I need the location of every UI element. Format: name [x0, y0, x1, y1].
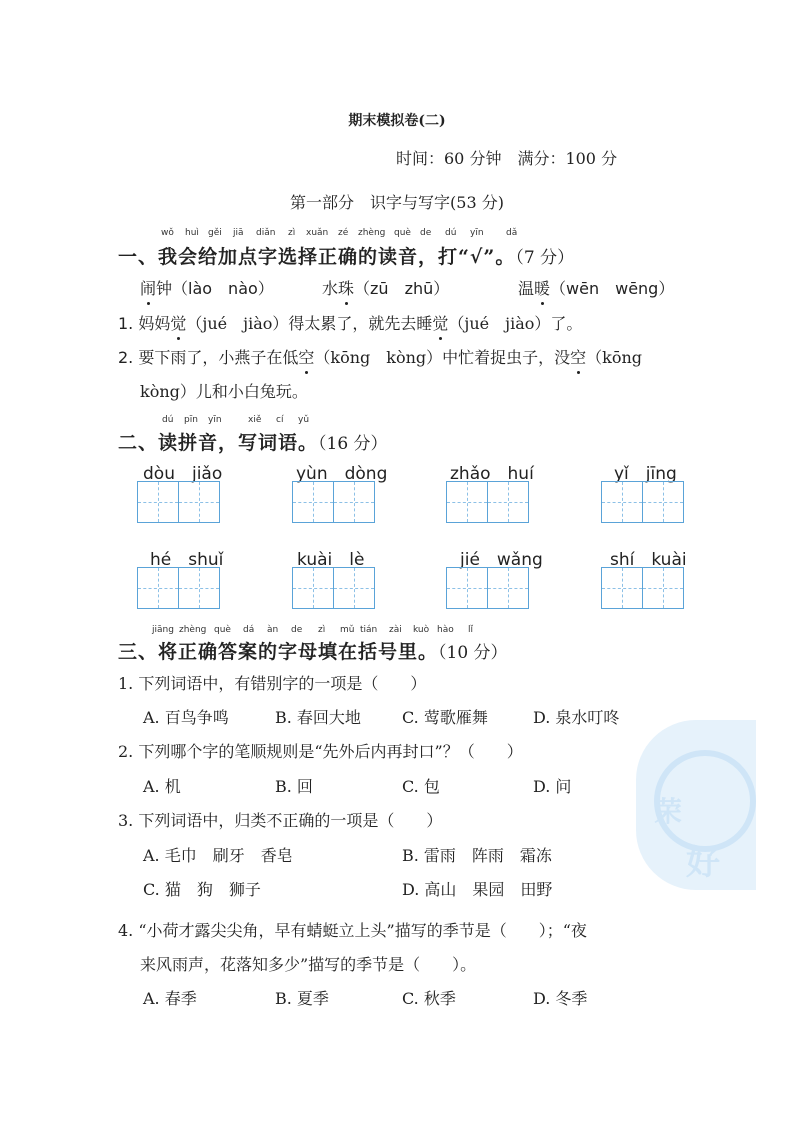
pinyin: kuò: [413, 625, 430, 635]
pinyin: de: [420, 228, 432, 238]
option-b[interactable]: B. 夏季: [275, 989, 329, 1008]
section-3-heading: [118, 637, 508, 664]
q-text: （jué jiào）得太累了，就先去睡: [186, 314, 433, 333]
q-text: 要下雨了，小燕子在低: [138, 348, 299, 367]
option-b[interactable]: B. 雷雨 阵雨 霜冻: [402, 846, 552, 865]
dotted-char: 闹: [140, 276, 156, 299]
s1-question-2: [118, 345, 642, 368]
pinyin: zài: [389, 625, 402, 635]
pinyin: què: [394, 228, 411, 238]
watermark-char-1: 荣: [654, 795, 683, 828]
watermark-char-2: 好: [686, 843, 720, 883]
option-d[interactable]: D. 问: [533, 777, 572, 796]
q-text: （kōng: [586, 348, 643, 367]
pinyin: xuǎn: [306, 228, 329, 238]
writing-grid[interactable]: [137, 567, 219, 609]
pinyin: yīn: [470, 228, 484, 238]
pinyin: hào: [437, 625, 454, 635]
watermark-logo: [636, 720, 756, 890]
s1-row1-b-pre: 水: [322, 279, 339, 298]
option-d[interactable]: D. 泉水叮咚: [533, 708, 620, 727]
writing-grid[interactable]: [601, 481, 683, 523]
q-text: （jué jiào）了。: [448, 314, 583, 333]
option-b[interactable]: B. 春回大地: [275, 708, 361, 727]
section-3-title: 三、将正确答案的字母填在括号里。: [118, 641, 439, 663]
pinyin-word: jié wǎng: [460, 550, 543, 570]
pinyin: zhèng: [358, 228, 386, 238]
pinyin: lǐ: [468, 625, 474, 635]
section-1-title: 一、我会给加点字选择正确的读音，打“√”。: [118, 246, 516, 268]
section-2-heading: [118, 428, 388, 455]
pinyin: zé: [338, 228, 349, 238]
pinyin: què: [214, 625, 231, 635]
writing-grid[interactable]: [446, 481, 528, 523]
pinyin: mǔ: [340, 625, 355, 635]
option-a[interactable]: A. 春季: [143, 989, 197, 1008]
s1-row1-b-text: （zū zhū）: [354, 279, 450, 298]
pinyin: de: [291, 625, 303, 635]
pinyin: jiā: [233, 228, 244, 238]
s3-question-2: 2. 下列哪个字的笔顺规则是“先外后内再封口”？（ ）: [118, 742, 523, 761]
option-c[interactable]: C. 莺歌雁舞: [402, 708, 488, 727]
pinyin: jiāng: [152, 625, 174, 635]
pinyin: dǎ: [506, 228, 518, 238]
dotted-char: 珠: [338, 276, 354, 299]
option-c[interactable]: C. 包: [402, 777, 440, 796]
exam-title: 期末模拟卷(二): [348, 113, 446, 129]
pinyin: dú: [445, 228, 457, 238]
option-a[interactable]: A. 毛巾 刷牙 香皂: [143, 846, 293, 865]
option-a[interactable]: A. 百鸟争鸣: [143, 708, 229, 727]
exam-meta: 时间：60 分钟 满分：100 分: [396, 149, 618, 168]
pinyin: tián: [360, 625, 378, 635]
pinyin: yǔ: [298, 415, 310, 425]
dotted-char: 暖: [534, 276, 550, 299]
s3-question-1: 1. 下列词语中，有错别字的一项是（ ）: [118, 674, 427, 693]
q-num: 1.: [118, 314, 134, 333]
writing-grid[interactable]: [137, 481, 219, 523]
s1-question-1: [118, 311, 582, 334]
pinyin: huì: [185, 228, 199, 238]
dotted-char: 觉: [170, 311, 186, 334]
dotted-char: 空: [570, 345, 586, 368]
q-text: 妈妈: [138, 314, 171, 333]
pinyin-word: shí kuài: [610, 550, 687, 570]
option-a[interactable]: A. 机: [143, 777, 181, 796]
pinyin: diǎn: [256, 228, 276, 238]
pinyin-word: yùn dòng: [296, 464, 388, 484]
s1-row1-c: [518, 276, 674, 299]
option-c[interactable]: C. 猫 狗 狮子: [143, 880, 261, 899]
pinyin: xiě: [248, 415, 262, 425]
section-2-title: 二、读拼音，写词语。: [118, 432, 319, 454]
section-3-score: （10 分）: [438, 643, 508, 663]
pinyin-word: yǐ jīng: [614, 464, 677, 484]
s1-question-2-cont: kòng）儿和小白兔玩。: [140, 382, 308, 401]
pinyin: zì: [288, 228, 296, 238]
section-1-score: （7 分）: [515, 248, 575, 268]
pinyin: dá: [243, 625, 255, 635]
s1-row1-b: [322, 276, 449, 299]
part-heading: 第一部分 识字与写字(53 分): [290, 193, 504, 212]
pinyin-word: hé shuǐ: [150, 550, 224, 570]
dotted-char: 觉: [432, 311, 448, 334]
q-num: 2.: [118, 348, 134, 367]
pinyin: yīn: [208, 415, 222, 425]
s1-row1-a: [140, 276, 274, 299]
pinyin: zì: [318, 625, 326, 635]
pinyin: àn: [267, 625, 279, 635]
pinyin: pīn: [184, 415, 198, 425]
s1-row1-a-text: 钟（lào nào）: [156, 279, 274, 298]
option-b[interactable]: B. 回: [275, 777, 313, 796]
pinyin: gěi: [208, 228, 222, 238]
option-d[interactable]: D. 高山 果园 田野: [402, 880, 553, 899]
s3-question-4: 4. “小荷才露尖尖角，早有蜻蜓立上头”描写的季节是（ ）；“夜: [118, 921, 587, 940]
writing-grid[interactable]: [446, 567, 528, 609]
s1-row1-c-text: （wēn wēng）: [550, 279, 675, 298]
section-2-score: （16 分）: [318, 434, 388, 454]
pinyin: cí: [276, 415, 284, 425]
dotted-char: 空: [298, 345, 314, 368]
pinyin-word: kuài lè: [297, 550, 365, 570]
q-text: （kōng kòng）中忙着捉虫子，没: [314, 348, 571, 367]
s3-question-4-cont: 来风雨声，花落知多少”描写的季节是（ ）。: [140, 955, 477, 974]
pinyin-word: dòu jiǎo: [143, 464, 223, 484]
option-c[interactable]: C. 秋季: [402, 989, 456, 1008]
writing-grid[interactable]: [601, 567, 683, 609]
s1-row1-c-pre: 温: [518, 279, 535, 298]
pinyin: wǒ: [161, 228, 174, 238]
writing-grid[interactable]: [292, 481, 374, 523]
option-d[interactable]: D. 冬季: [533, 989, 588, 1008]
section-1-heading: [118, 242, 574, 269]
pinyin: zhèng: [179, 625, 207, 635]
s3-question-3: 3. 下列词语中，归类不正确的一项是（ ）: [118, 811, 443, 830]
pinyin: dú: [162, 415, 174, 425]
pinyin-word: zhǎo huí: [450, 464, 534, 484]
writing-grid[interactable]: [292, 567, 374, 609]
